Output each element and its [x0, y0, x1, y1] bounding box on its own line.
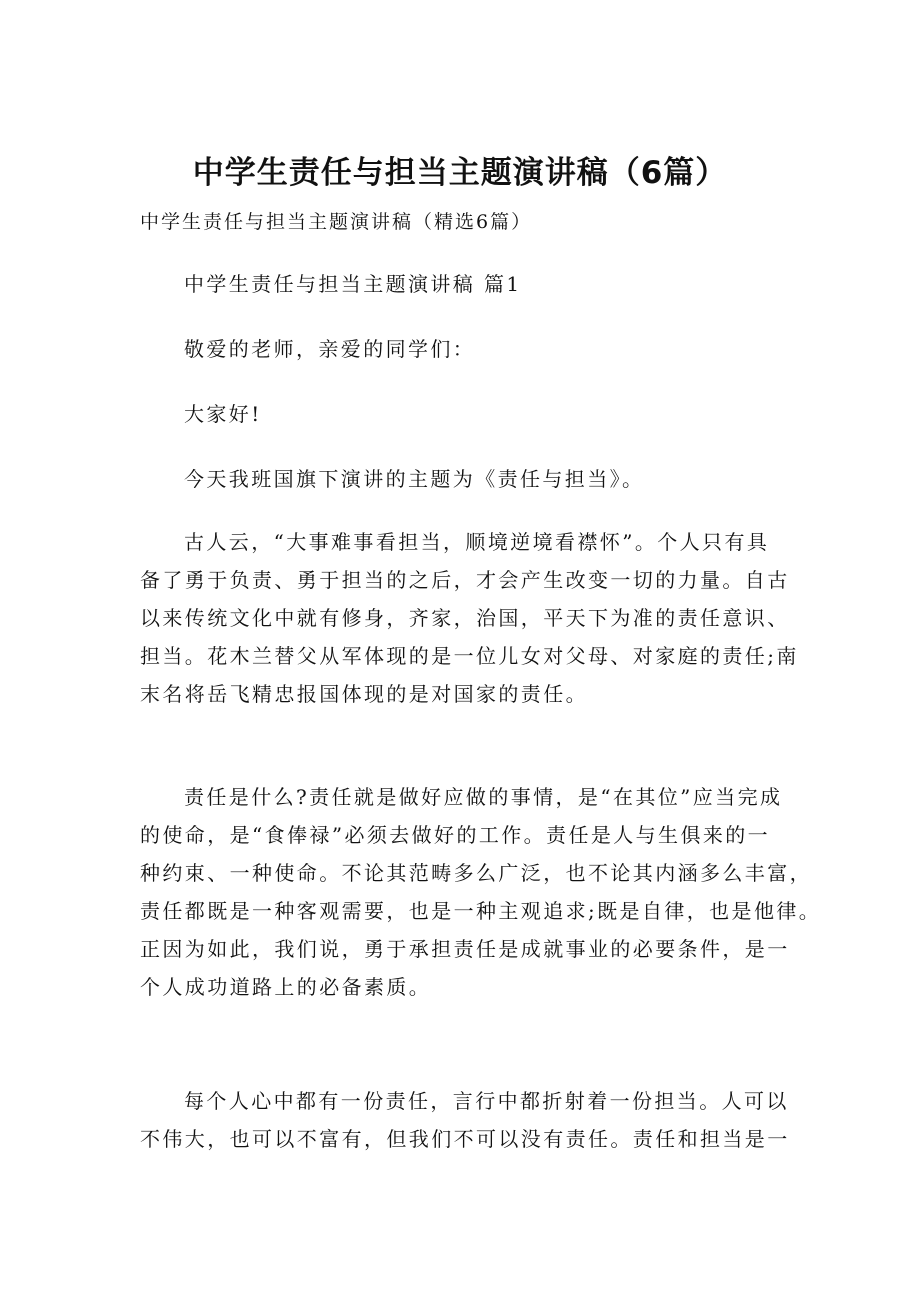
- paragraph-line: 不伟大，也可以不富有，但我们不可以没有责任。责任和担当是一: [140, 1127, 790, 1151]
- document-subtitle: 中学生责任与担当主题演讲稿（精选6篇）: [140, 211, 533, 233]
- paragraph-line: 每个人心中都有一份责任，言行中都折射着一份担当。人可以: [184, 1089, 789, 1113]
- greeting-text: 大家好!: [184, 402, 262, 426]
- paragraph-what-is-responsibility: [140, 778, 822, 1006]
- paragraph-line: 种约束、一种使命。不论其范畴多么广泛，也不论其内涵多么丰富，: [140, 861, 812, 885]
- section-heading: [140, 265, 800, 303]
- paragraph-line: 责任是什么?责任就是做好应做的事情，是“在其位”应当完成: [184, 785, 783, 809]
- paragraph-line: 以来传统文化中就有修身，齐家，治国，平天下为准的责任意识、: [140, 606, 790, 630]
- greeting: [140, 395, 800, 433]
- paragraph-everyone-has-responsibility: [140, 1082, 800, 1158]
- paragraph-line: 责任都既是一种客观需要，也是一种主观追求;既是自律，也是他律。: [140, 899, 822, 923]
- paragraph-topic-text: 今天我班国旗下演讲的主题为《责任与担当》。: [184, 467, 645, 491]
- paragraph-ancient-saying: [140, 523, 800, 713]
- paragraph-topic: [140, 460, 800, 498]
- paragraph-line: 担当。花木兰替父从军体现的是一位儿女对父母、对家庭的责任;南: [140, 644, 799, 668]
- salutation: [140, 330, 800, 368]
- paragraph-line: 古人云，“大事难事看担当，顺境逆境看襟怀”。个人只有具: [184, 530, 770, 554]
- paragraph-line: 个人成功道路上的必备素质。: [140, 975, 432, 999]
- paragraph-line: 末名将岳飞精忠报国体现的是对国家的责任。: [140, 682, 588, 706]
- section-heading-text: 中学生责任与担当主题演讲稿 篇1: [184, 272, 522, 296]
- paragraph-line: 备了勇于负责、勇于担当的之后，才会产生改变一切的力量。自古: [140, 568, 790, 592]
- document-title: 中学生责任与担当主题演讲稿（6篇）: [192, 155, 728, 191]
- paragraph-line: 的使命，是“食俸禄”必须去做好的工作。责任是人与生俱来的一: [140, 823, 771, 847]
- paragraph-line: 正因为如此，我们说，勇于承担责任是成就事业的必要条件，是一: [140, 937, 790, 961]
- salutation-text: 敬爱的老师，亲爱的同学们：: [184, 337, 476, 361]
